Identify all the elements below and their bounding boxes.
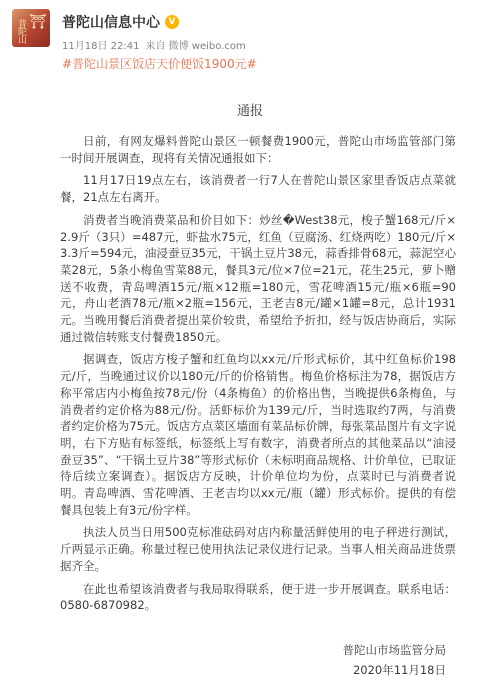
post-header: [0, 0, 500, 70]
account-name[interactable]: 普陀山信息中心: [62, 15, 160, 31]
post-timestamp[interactable]: 11月18日 22:41: [62, 41, 140, 52]
notice-body: [60, 133, 456, 620]
notice-paragraph: 日前，有网友爆料普陀山景区一顿餐费1900元，普陀山市场监管部门第一时间开展调查，现将有关情况通报如下：: [60, 134, 456, 165]
signature-org: 普陀山市场监管分局: [342, 643, 446, 657]
notice-paragraph: 11月17日19点左右，该消费者一行7人在普陀山景区家里香饭店点菜就餐，21点左右离开。: [60, 173, 456, 205]
verified-icon: V: [165, 15, 179, 29]
avatar-text: 普陀山: [16, 19, 26, 43]
topic-hashtag-link[interactable]: #普陀山景区饭店天价便饭1900元#: [62, 57, 257, 71]
notice-title: 通报: [236, 104, 263, 119]
post-meta: [62, 37, 246, 52]
notice-paragraph: 消费者当晚消费菜品和价目如下：炒丝�West38元，梭子蟹168元/斤×2.9斤（3只）=487元，虾盐水75元，红鱼（豆腐汤、红烧两吃）180元/斤×3.3斤=594元，油浸蚕豆35元，干锅土豆片38元，蒜香排骨68元，蒜泥空心菜28元，5条小梅鱼雪菜88元，餐具3元/位×7位=21元，花生25元，萝卜赠送不收费，青岛啤酒15元/瓶×12瓶=180元，雪花啤酒15元/瓶×6瓶=90元，舟山老酒78元/瓶×2瓶=156元，王老吉8元/罐×1罐=8元，总计1931元。当晚用餐后消费者提出菜价较贵，希望给予折扣，经与饭店协商后，实际通过微信转账支付餐费1850元。: [60, 212, 456, 344]
notice-paragraph: 在此也希望该消费者与我局取得联系，便于进一步开展调查。联系电话：0580-6870982。: [60, 581, 456, 613]
notice-paragraph: 据调查，饭店方梭子蟹和红鱼均以xx元/斤形式标价，其中红鱼标价198元/斤，当晚通过议价以180元/斤的价格销售。梅鱼价格标注为78，据饭店方称平常店内小梅鱼按78元/份（4条梅鱼）的价格出售，当晚提供6条梅鱼，与消费者约定价格为88元/份。活虾标价为139元/斤，当时选取约7两，与消费者约定价格为75元。饭店方点菜区墙面有菜品标价牌，每张菜品图片有文字说明，右下方贴有标签纸，标签纸上写有数字，消费者所点的其他菜品以“油浸蚕豆35”、“干锅土豆片38”等形式标价（未标明商品规格、计价单位，已取证待后续立案调查）。据饭店方反映，计价单位均为份，点菜时已与消费者说明。青岛啤酒、雪花啤酒、王老吉均以xx元/瓶（罐）形式标价。提供的有偿餐具包装上有3元/份字样。: [60, 352, 456, 517]
topic-row: [62, 55, 257, 72]
notice-signature: [343, 640, 447, 680]
notice-paragraph: 执法人员当日用500克标准砝码对店内称量活鲜使用的电子秤进行测试，斤两显示正确。称量过程已使用执法记录仪进行记录。当事人相关商品进货票据齐全。: [60, 525, 456, 573]
avatar[interactable]: [12, 9, 50, 47]
signature-date: 2020年11月18日: [352, 663, 446, 677]
account-row: [62, 12, 179, 32]
temple-icon: ⛩: [29, 14, 47, 30]
post-source: 来自 微博 weibo.com: [145, 41, 246, 52]
